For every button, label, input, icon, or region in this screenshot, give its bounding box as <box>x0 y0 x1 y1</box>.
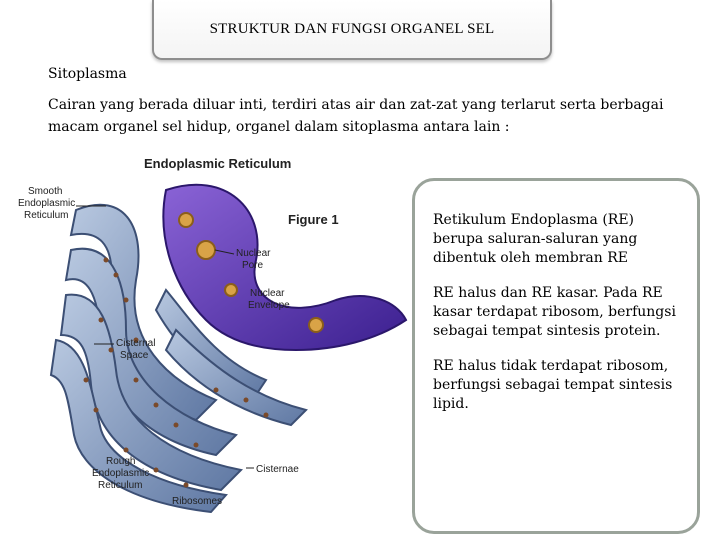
info-paragraph-3: RE halus tidak terdapat ribosom, berfungsi sebagai tempat sintesis lipid. <box>433 358 673 412</box>
page-title: STRUKTUR DAN FUNGSI ORGANEL SEL <box>209 20 495 37</box>
nuclear-pore-shape <box>225 284 237 296</box>
nuclear-pore-shape <box>309 318 323 332</box>
label-cisternal-space-2: Space <box>120 350 149 361</box>
nuclear-envelope-shape <box>163 185 406 350</box>
er-diagram-svg <box>16 150 416 520</box>
info-paragraph-1: Retikulum Endoplasma (RE) berupa saluran-saluran yang dibentuk oleh membran RE <box>433 212 638 266</box>
label-cisternal-space-1: Cisternal <box>116 338 156 349</box>
label-nuclear-pore-2: Pore <box>242 260 264 271</box>
intro-paragraph: Cairan yang berada diluar inti, terdiri atas air dan zat-zat yang terlarut serta berbagai macam organel sel hidup, organel dalam sitoplasma antara lain : <box>48 97 664 135</box>
nuclear-pore-shape <box>179 213 193 227</box>
label-nuclear-envelope-2: Envelope <box>248 300 290 311</box>
label-smooth-er-1: Smooth <box>28 186 63 197</box>
info-paragraph-2: RE halus dan RE kasar. Pada RE kasar terdapat ribosom, berfungsi sebagai tempat sintesis protein. <box>433 285 676 339</box>
section-title: Sitoplasma <box>48 66 127 82</box>
title-box <box>152 0 552 60</box>
label-rough-er-3: Reticulum <box>98 480 143 491</box>
er-illustration <box>16 150 416 520</box>
label-rough-er-2: Endoplasmic <box>92 468 150 479</box>
info-box <box>412 178 700 534</box>
label-nuclear-pore-1: Nuclear <box>236 248 271 259</box>
figure-title: Endoplasmic Reticulum <box>144 156 292 171</box>
label-ribosomes: Ribosomes <box>172 496 223 507</box>
figure-caption: Figure 1 <box>288 212 339 227</box>
label-rough-er-1: Rough <box>106 456 136 467</box>
label-cisternae: Cisternae <box>256 464 299 475</box>
label-smooth-er-2: Endoplasmic <box>18 198 76 209</box>
label-nuclear-envelope-1: Nuclear <box>250 288 285 299</box>
label-smooth-er-3: Reticulum <box>24 210 69 221</box>
nuclear-pore-shape <box>197 241 215 259</box>
